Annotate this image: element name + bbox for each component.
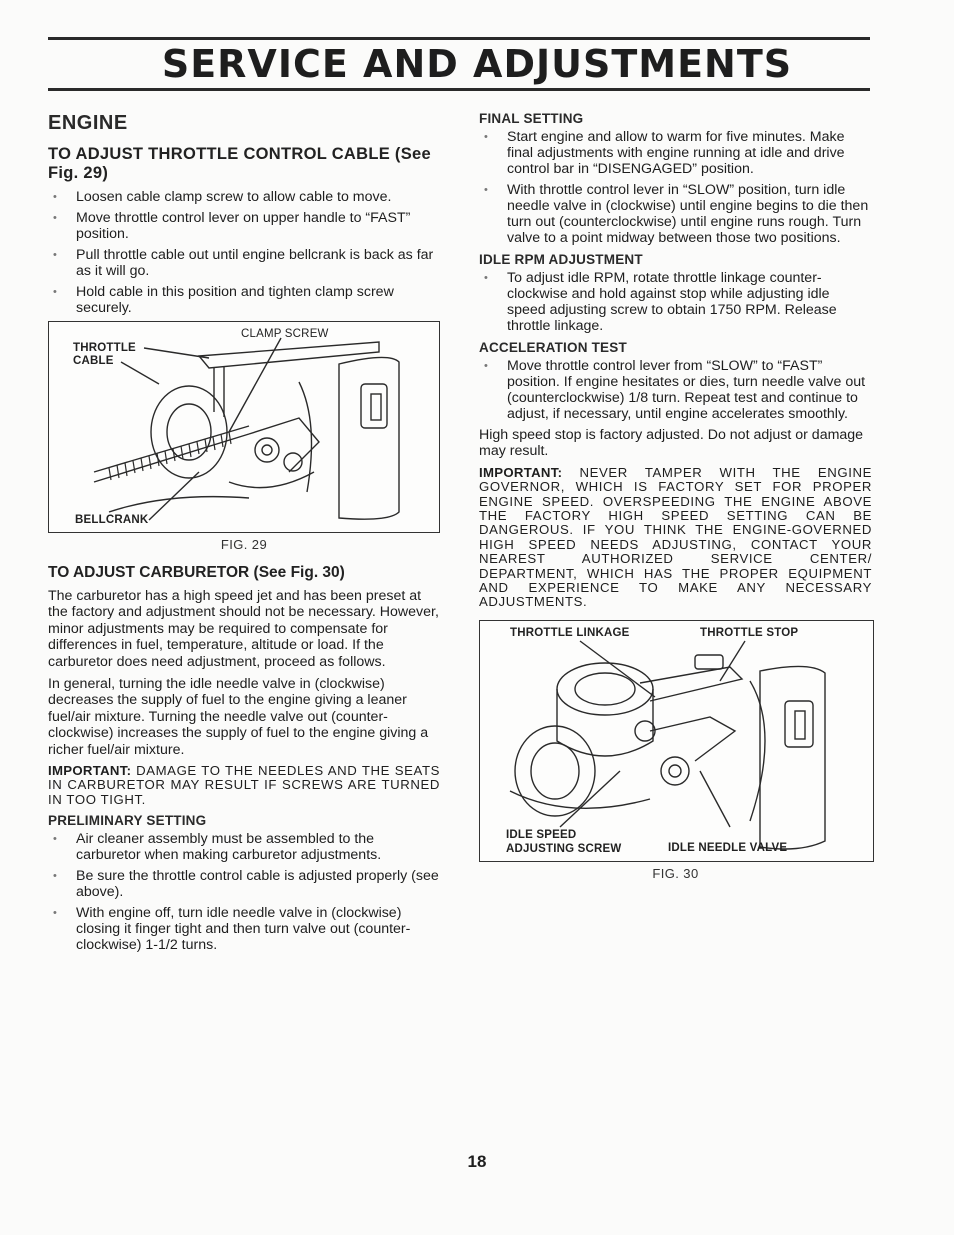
- throttle-cable-heading: TO ADJUST THROTTLE CONTROL CABLE (See Fig. 29): [48, 145, 431, 182]
- right-column: [479, 108, 872, 893]
- label-idle-needle-valve: IDLE NEEDLE VALVE: [668, 841, 788, 854]
- list-item: • Be sure the throttle control cable is adjusted properly (see above).: [48, 868, 440, 900]
- label-clamp-screw: CLAMP SCREW: [241, 328, 329, 340]
- preliminary-setting-steps: [48, 831, 440, 953]
- page-title: SERVICE AND ADJUSTMENTS: [161, 42, 793, 86]
- section-heading-engine: ENGINE: [48, 112, 128, 134]
- carburetor-paragraph-1: The carburetor has a high speed jet and has been preset at the factory and adjustment should not be necessary. However, minor adjustments may be required to compensate for differences in fuel, temperature, altitude or load. If the carburetor does need adjustment, proceed as follows.: [48, 588, 439, 670]
- list-item: • Start engine and allow to warm for five minutes. Make final adjustments with engine running at idle and drive control bar in “DISENGAGED” position.: [479, 129, 872, 177]
- important-text: NEVER TAMPER WITH THE ENGINE GOVERNOR, WHICH IS FACTORY SET FOR PROPER ENGINE SPEED. OVERSPEEDING THE ENGINE ABOVE THE FACTORY HIGH SPEED SETTING CAN BE DANGEROUS. IF YOU THINK THE ENGINE-GOVERNED HIGH SPEED NEEDS ADJUSTING, CONTACT YOUR NEAREST AUTHORIZED SERVICE CENTER/ DEPARTMENT, WHICH HAS THE PROPER EQUIPMENT AND EXPERIENCE TO MAKE ANY NECESSARY ADJUSTMENTS.: [479, 464, 872, 610]
- figure-29-caption: FIG. 29: [220, 537, 268, 552]
- throttle-cable-steps: [48, 189, 440, 316]
- carburetor-important-note: [48, 764, 440, 807]
- left-column: [48, 108, 440, 958]
- carburetor-heading: TO ADJUST CARBURETOR (See Fig. 30): [48, 564, 345, 581]
- label-bellcrank: BELLCRANK: [75, 514, 149, 526]
- label-throttle: THROTTLE: [73, 342, 136, 354]
- figure-29: [48, 321, 440, 533]
- final-setting-steps: [479, 129, 872, 246]
- figure-30-caption: FIG. 30: [652, 865, 699, 881]
- label-idle-speed: IDLE SPEED: [506, 828, 577, 841]
- list-item: • To adjust idle RPM, rotate throttle linkage counter-clockwise and hold against stop while adjusting idle speed adjusting screw to obtain 1750 RPM. Release throttle linkage.: [479, 270, 872, 334]
- header-rule-bottom: [48, 88, 870, 91]
- acceleration-test-heading: ACCELERATION TEST: [479, 340, 627, 355]
- preliminary-setting-heading: PRELIMINARY SETTING: [48, 813, 207, 829]
- carburetor-paragraph-2: In general, turning the idle needle valve in (clockwise) decreases the supply of fuel to the engine giving a leaner fuel/air mixture. Turning the needle valve out (counter-clockwise) increases the supply of fuel to the engine giving a richer fuel/air mixture.: [48, 676, 429, 758]
- list-item: • With throttle control lever in “SLOW” position, turn idle needle valve in (clockwise) until engine begins to die then turn out (counterclockwise) until engine runs rough. Turn valve to a point midway between those two positions.: [479, 182, 872, 246]
- high-speed-stop-note: High speed stop is factory adjusted. Do not adjust or damage may result.: [479, 427, 864, 460]
- label-adjusting-screw: ADJUSTING SCREW: [506, 842, 622, 855]
- label-cable: CABLE: [73, 355, 114, 367]
- figure-30-illustration: [480, 621, 873, 861]
- list-item: • Hold cable in this position and tighten clamp screw securely.: [48, 284, 440, 316]
- figure-30: [479, 620, 874, 862]
- idle-rpm-heading: IDLE RPM ADJUSTMENT: [479, 252, 643, 267]
- acceleration-test-steps: [479, 358, 872, 422]
- governor-important-note: [479, 466, 872, 610]
- page-number: 18: [467, 1152, 487, 1171]
- list-item: • With engine off, turn idle needle valve in (clockwise) closing it finger tight and then turn valve out (counter-clockwise) 1-1/2 turns.: [48, 905, 440, 953]
- list-item: • Move throttle control lever from “SLOW” to “FAST” position. If engine hesitates or dies, turn needle valve out (counterclockwise) 1/8 turn. Repeat test and continue to adjust, if necessary, until engine accelerates smoothly.: [479, 358, 872, 422]
- list-item: • Air cleaner assembly must be assembled to the carburetor when making carburetor adjustments.: [48, 831, 440, 863]
- label-throttle-stop: THROTTLE STOP: [700, 626, 799, 639]
- list-item: • Loosen cable clamp screw to allow cable to move.: [48, 189, 440, 205]
- important-text: DAMAGE TO THE NEEDLES AND THE SEATS IN CARBURETOR MAY RESULT IF SCREWS ARE TURNED IN TOO TIGHT.: [48, 763, 440, 807]
- idle-rpm-steps: [479, 270, 872, 334]
- label-throttle-linkage: THROTTLE LINKAGE: [510, 626, 630, 639]
- important-label: IMPORTANT:: [479, 464, 563, 480]
- list-item: • Pull throttle cable out until engine bellcrank is back as far as it will go.: [48, 247, 440, 279]
- important-label: IMPORTANT:: [48, 763, 132, 779]
- list-item: • Move throttle control lever on upper handle to “FAST” position.: [48, 210, 440, 242]
- final-setting-heading: FINAL SETTING: [479, 111, 584, 126]
